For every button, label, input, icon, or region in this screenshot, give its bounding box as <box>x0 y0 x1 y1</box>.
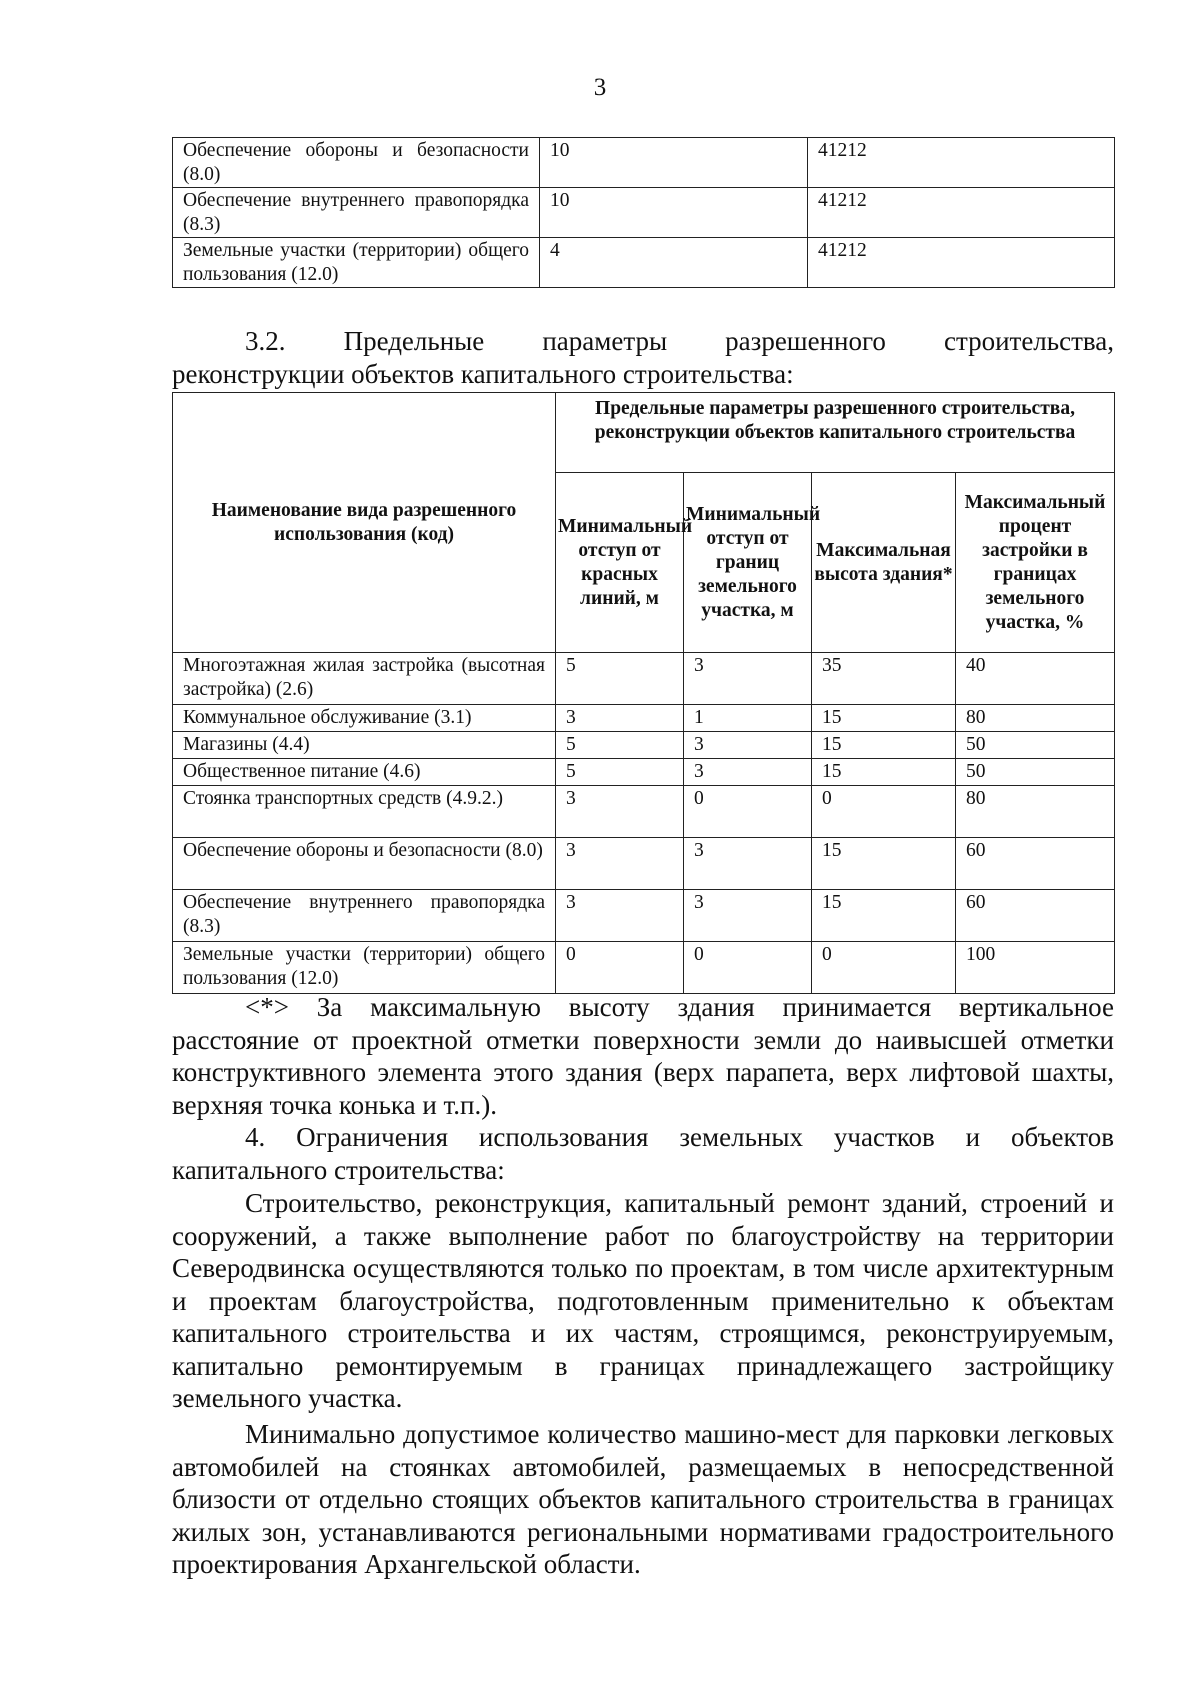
table-cell: 80 <box>956 786 1115 838</box>
table-cell-name: Обеспечение внутреннего правопорядка (8.3) <box>173 890 556 942</box>
building-parameters-table <box>172 392 1115 994</box>
table-cell: 0 <box>812 942 956 994</box>
table-cell: 41212 <box>808 238 1115 288</box>
section-4-paragraph-2: Минимально допустимое количество машино-мест для парковки легковых автомобилей на стоянках автомобилей, размещаемых в непосредственной близости от отдельно стоящих объектов капитального строительства в границах жилых зон, устанавливаются региональными нормативами градостроительного проектирования Архангельской области. <box>172 1419 1114 1579</box>
table-cell: 5 <box>556 653 684 705</box>
table-cell: 3 <box>556 890 684 942</box>
table-row <box>173 653 1115 705</box>
header-max-coverage: Максимальный процент застройки в границах земельного участка, % <box>956 473 1115 653</box>
table-cell: 3 <box>684 838 812 890</box>
table-cell-name: Стоянка транспортных средств (4.9.2.) <box>173 786 556 838</box>
table-cell: 5 <box>556 732 684 759</box>
table-cell: 3 <box>684 759 812 786</box>
header-min-setback-red-lines: Минимальный отступ от красных линий, м <box>556 473 684 653</box>
table-row <box>173 838 1115 890</box>
section-3-2-heading-line1: 3.2. Предельные параметры разрешенного строительства, <box>245 326 1114 356</box>
table-cell: 15 <box>812 759 956 786</box>
table-cell: 15 <box>812 838 956 890</box>
table-cell: 50 <box>956 732 1115 759</box>
table-cell: 41212 <box>808 138 1115 188</box>
section-4-paragraph-1: Строительство, реконструкция, капитальный ремонт зданий, строений и сооружений, а также выполнение работ по благоустройству на территории Северодвинска осуществляются только по проектам, в том числе архитектурным и проектам благоустройства, подготовленным применительно к объектам капитального строительства и их частям, строящимся, реконструируемым, капитально ремонтируемым в границах принадлежащего застройщику земельного участка. <box>172 1188 1114 1413</box>
table-cell: 3 <box>556 786 684 838</box>
table-cell: 100 <box>956 942 1115 994</box>
table-cell-name: Магазины (4.4) <box>173 732 556 759</box>
table-cell-name: Общественное питание (4.6) <box>173 759 556 786</box>
table-cell: 60 <box>956 890 1115 942</box>
footnote: <*> За максимальную высоту здания принимается вертикальное расстояние от проектной отметки поверхности земли до наивысшей отметки конструктивного элемента этого здания (верх парапета, верх лифтовой шахты, верхняя точка конька и т.п.). <box>172 992 1114 1120</box>
table-row <box>173 786 1115 838</box>
table-row <box>173 732 1115 759</box>
page-number: 3 <box>593 74 607 101</box>
header-min-setback-plot: Минимальный отступ от границ земельного участка, м <box>684 473 812 653</box>
table-row <box>173 138 1115 188</box>
table-cell: 80 <box>956 705 1115 732</box>
table-cell: 15 <box>812 705 956 732</box>
land-use-codes-table <box>172 137 1115 288</box>
table-cell-name: Коммунальное обслуживание (3.1) <box>173 705 556 732</box>
table-cell: 10 <box>540 138 808 188</box>
table-cell: 3 <box>684 890 812 942</box>
table-cell: 15 <box>812 890 956 942</box>
table-cell: 3 <box>556 838 684 890</box>
table-cell: 10 <box>540 188 808 238</box>
table-cell: 41212 <box>808 188 1115 238</box>
table-cell-name: Обеспечение обороны и безопасности (8.0) <box>173 838 556 890</box>
table-row <box>173 705 1115 732</box>
section-4-heading: 4. Ограничения использования земельных участков и объектов капитального строительства: <box>172 1122 1114 1185</box>
table-cell: 0 <box>684 942 812 994</box>
header-name-of-use: Наименование вида разрешенного использования (код) <box>173 393 556 653</box>
table-cell: 0 <box>556 942 684 994</box>
table-cell: 50 <box>956 759 1115 786</box>
header-group-limits: Предельные параметры разрешенного строительства, реконструкции объектов капитального строительства <box>556 393 1115 473</box>
header-max-height: Максимальная высота здания* <box>812 473 956 653</box>
table-row <box>173 890 1115 942</box>
table-cell: 0 <box>812 786 956 838</box>
table-row <box>173 759 1115 786</box>
table-cell: 3 <box>556 705 684 732</box>
table-row <box>173 188 1115 238</box>
table-cell: 4 <box>540 238 808 288</box>
table-row <box>173 238 1115 288</box>
table-cell: 15 <box>812 732 956 759</box>
table-cell-name: Обеспечение обороны и безопасности (8.0) <box>173 138 540 188</box>
section-3-2-heading-line2: реконструкции объектов капитального строительства: <box>172 358 794 389</box>
table-cell-name: Земельные участки (территории) общего пользования (12.0) <box>173 238 540 288</box>
table-cell-name: Обеспечение внутреннего правопорядка (8.3) <box>173 188 540 238</box>
table-cell: 5 <box>556 759 684 786</box>
table-cell: 35 <box>812 653 956 705</box>
section-3-2-heading <box>172 325 1114 390</box>
table-cell: 40 <box>956 653 1115 705</box>
table-cell: 1 <box>684 705 812 732</box>
table-cell: 60 <box>956 838 1115 890</box>
table-cell: 0 <box>684 786 812 838</box>
table-cell: 3 <box>684 653 812 705</box>
table-cell-name: Многоэтажная жилая застройка (высотная застройка) (2.6) <box>173 653 556 705</box>
table-cell-name: Земельные участки (территории) общего пользования (12.0) <box>173 942 556 994</box>
table-cell: 3 <box>684 732 812 759</box>
table-row <box>173 942 1115 994</box>
